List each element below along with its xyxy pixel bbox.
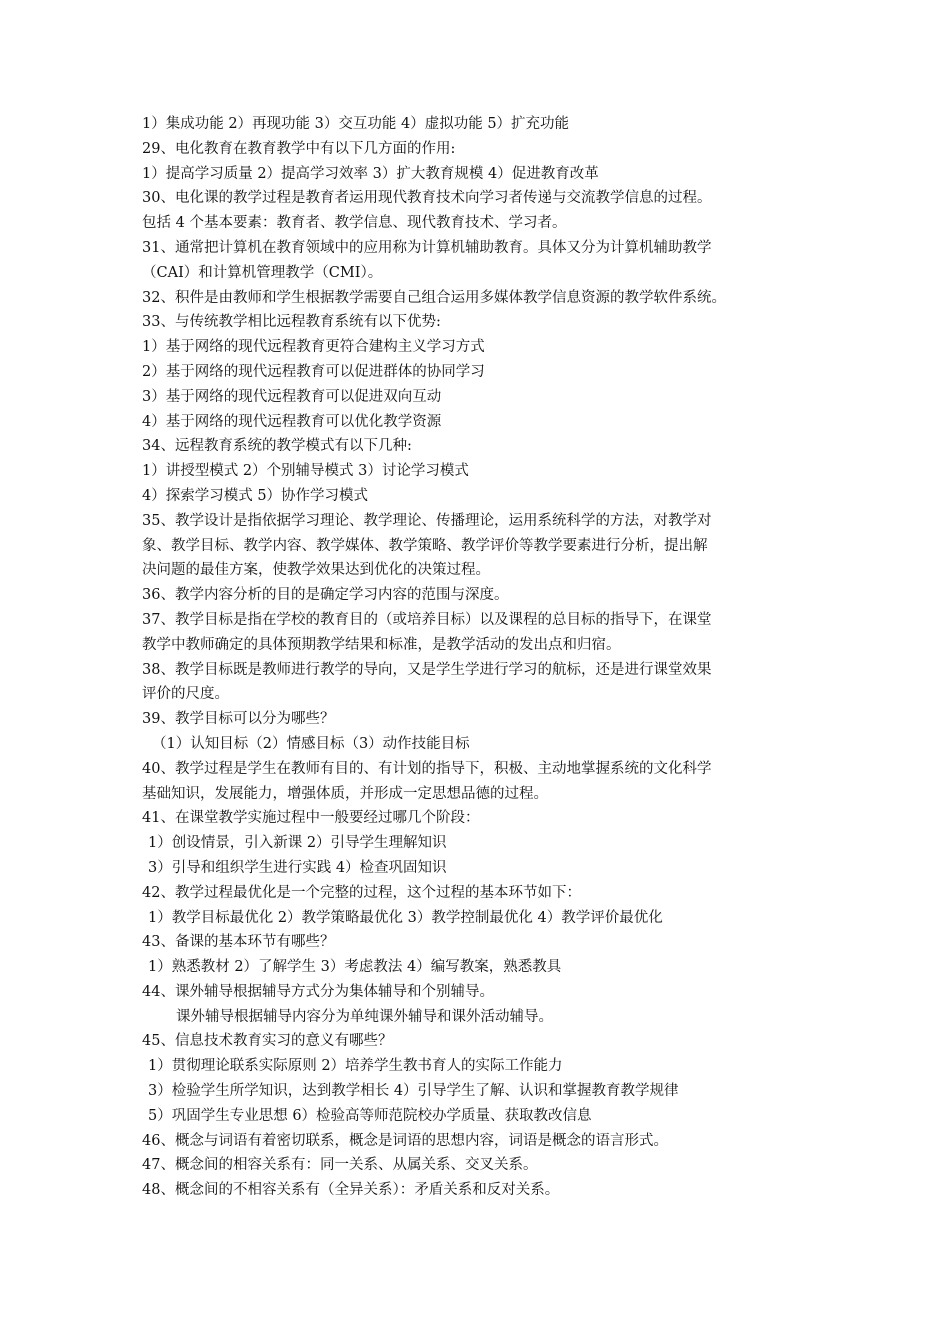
text-line: 3）基于网络的现代远程教育可以促进双向互动 bbox=[142, 388, 442, 405]
text-line: 42、教学过程最优化是一个完整的过程，这个过程的基本环节如下： bbox=[142, 884, 581, 901]
text-line: 3）引导和组织学生进行实践 4）检查巩固知识 bbox=[148, 859, 447, 876]
text-line: 30、电化课的教学过程是教育者运用现代教育技术向学习者传递与交流教学信息的过程。 bbox=[142, 190, 712, 207]
text-line: 决问题的最佳方案，使教学效果达到优化的决策过程。 bbox=[142, 562, 490, 579]
text-line: 1）基于网络的现代远程教育更符合建构主义学习方式 bbox=[142, 339, 485, 356]
text-line: 38、教学目标既是教师进行教学的导向，又是学生学进行学习的航标，还是进行课堂效果 bbox=[142, 661, 712, 678]
text-line: 48、概念间的不相容关系有（全异关系）：矛盾关系和反对关系。 bbox=[142, 1182, 560, 1199]
text-line: 37、教学目标是指在学校的教育目的（或培养目标）以及课程的总目标的指导下，在课堂 bbox=[142, 611, 712, 628]
text-line: 35、教学设计是指依据学习理论、教学理论、传播理论，运用系统科学的方法，对教学对 bbox=[142, 512, 712, 529]
text-line: 1）教学目标最优化 2）教学策略最优化 3）教学控制最优化 4）教学评价最优化 bbox=[148, 909, 663, 926]
text-line: 1）集成功能 2）再现功能 3）交互功能 4）虚拟功能 5）扩充功能 bbox=[142, 116, 570, 132]
text-line: 2）基于网络的现代远程教育可以促进群体的协同学习 bbox=[142, 363, 485, 380]
text-line: 5）巩固学生专业思想 6）检验高等师范院校办学质量、获取教改信息 bbox=[148, 1107, 592, 1124]
document-page bbox=[142, 112, 822, 1203]
text-line: 31、通常把计算机在教育领域中的应用称为计算机辅助教育。具体又分为计算机辅助教学 bbox=[142, 239, 712, 256]
text-line: （CAI）和计算机管理教学（CMI）。 bbox=[142, 264, 383, 281]
text-line: 46、概念与词语有着密切联系，概念是词语的思想内容，词语是概念的语言形式。 bbox=[142, 1132, 668, 1149]
text-line: 39、教学目标可以分为哪些？ bbox=[142, 711, 335, 728]
text-line: 1）讲授型模式 2）个别辅导模式 3）讨论学习模式 bbox=[142, 463, 469, 480]
text-line: 36、教学内容分析的目的是确定学习内容的范围与深度。 bbox=[142, 587, 509, 604]
text-line: 基础知识，发展能力，增强体质，并形成一定思想品德的过程。 bbox=[142, 785, 548, 802]
text-line: 43、备课的基本环节有哪些？ bbox=[142, 934, 335, 951]
text-line: 1）提高学习质量 2）提高学习效率 3）扩大教育规模 4）促进教育改革 bbox=[142, 165, 599, 182]
text-line: 3）检验学生所学知识，达到教学相长 4）引导学生了解、认识和掌握教育教学规律 bbox=[148, 1083, 679, 1100]
text-line: 4）基于网络的现代远程教育可以优化教学资源 bbox=[142, 413, 442, 430]
text-line: 33、与传统教学相比远程教育系统有以下优势: bbox=[142, 314, 441, 331]
text-line: 课外辅导根据辅导内容分为单纯课外辅导和课外活动辅导。 bbox=[176, 1008, 553, 1025]
text-line: 评价的尺度。 bbox=[142, 686, 229, 703]
text-line: 40、教学过程是学生在教师有目的、有计划的指导下，积极、主动地掌握系统的文化科学 bbox=[142, 760, 712, 777]
text-line: 29、电化教育在教育教学中有以下几方面的作用: bbox=[142, 140, 456, 157]
text-line: 4）探索学习模式 5）协作学习模式 bbox=[142, 487, 369, 504]
text-line: 象、教学目标、教学内容、教学媒体、教学策略、教学评价等教学要素进行分析，提出解 bbox=[142, 537, 708, 554]
text-line: 44、课外辅导根据辅导方式分为集体辅导和个别辅导。 bbox=[142, 983, 494, 1000]
text-line: 47、概念间的相容关系有：同一关系、从属关系、交叉关系。 bbox=[142, 1157, 538, 1174]
text-line: 41、在课堂教学实施过程中一般要经过哪几个阶段： bbox=[142, 810, 480, 827]
text-line: （1）认知目标（2）情感目标（3）动作技能目标 bbox=[152, 735, 470, 752]
text-line: 1）熟悉教材 2）了解学生 3）考虑教法 4）编写教案，熟悉教具 bbox=[148, 959, 562, 976]
text-line: 45、信息技术教育实习的意义有哪些？ bbox=[142, 1033, 393, 1050]
text-line: 1）创设情景，引入新课 2）引导学生理解知识 bbox=[148, 835, 447, 852]
text-line: 包括 4 个基本要素：教育者、教学信息、现代教育技术、学习者。 bbox=[142, 215, 567, 232]
text-line: 32、积件是由教师和学生根据教学需要自己组合运用多媒体教学信息资源的教学软件系统。 bbox=[142, 289, 726, 306]
text-line: 34、远程教育系统的教学模式有以下几种: bbox=[142, 438, 412, 455]
text-line: 教学中教师确定的具体预期教学结果和标准，是教学活动的发出点和归宿。 bbox=[142, 636, 621, 653]
text-line: 1）贯彻理论联系实际原则 2）培养学生教书育人的实际工作能力 bbox=[148, 1058, 563, 1075]
